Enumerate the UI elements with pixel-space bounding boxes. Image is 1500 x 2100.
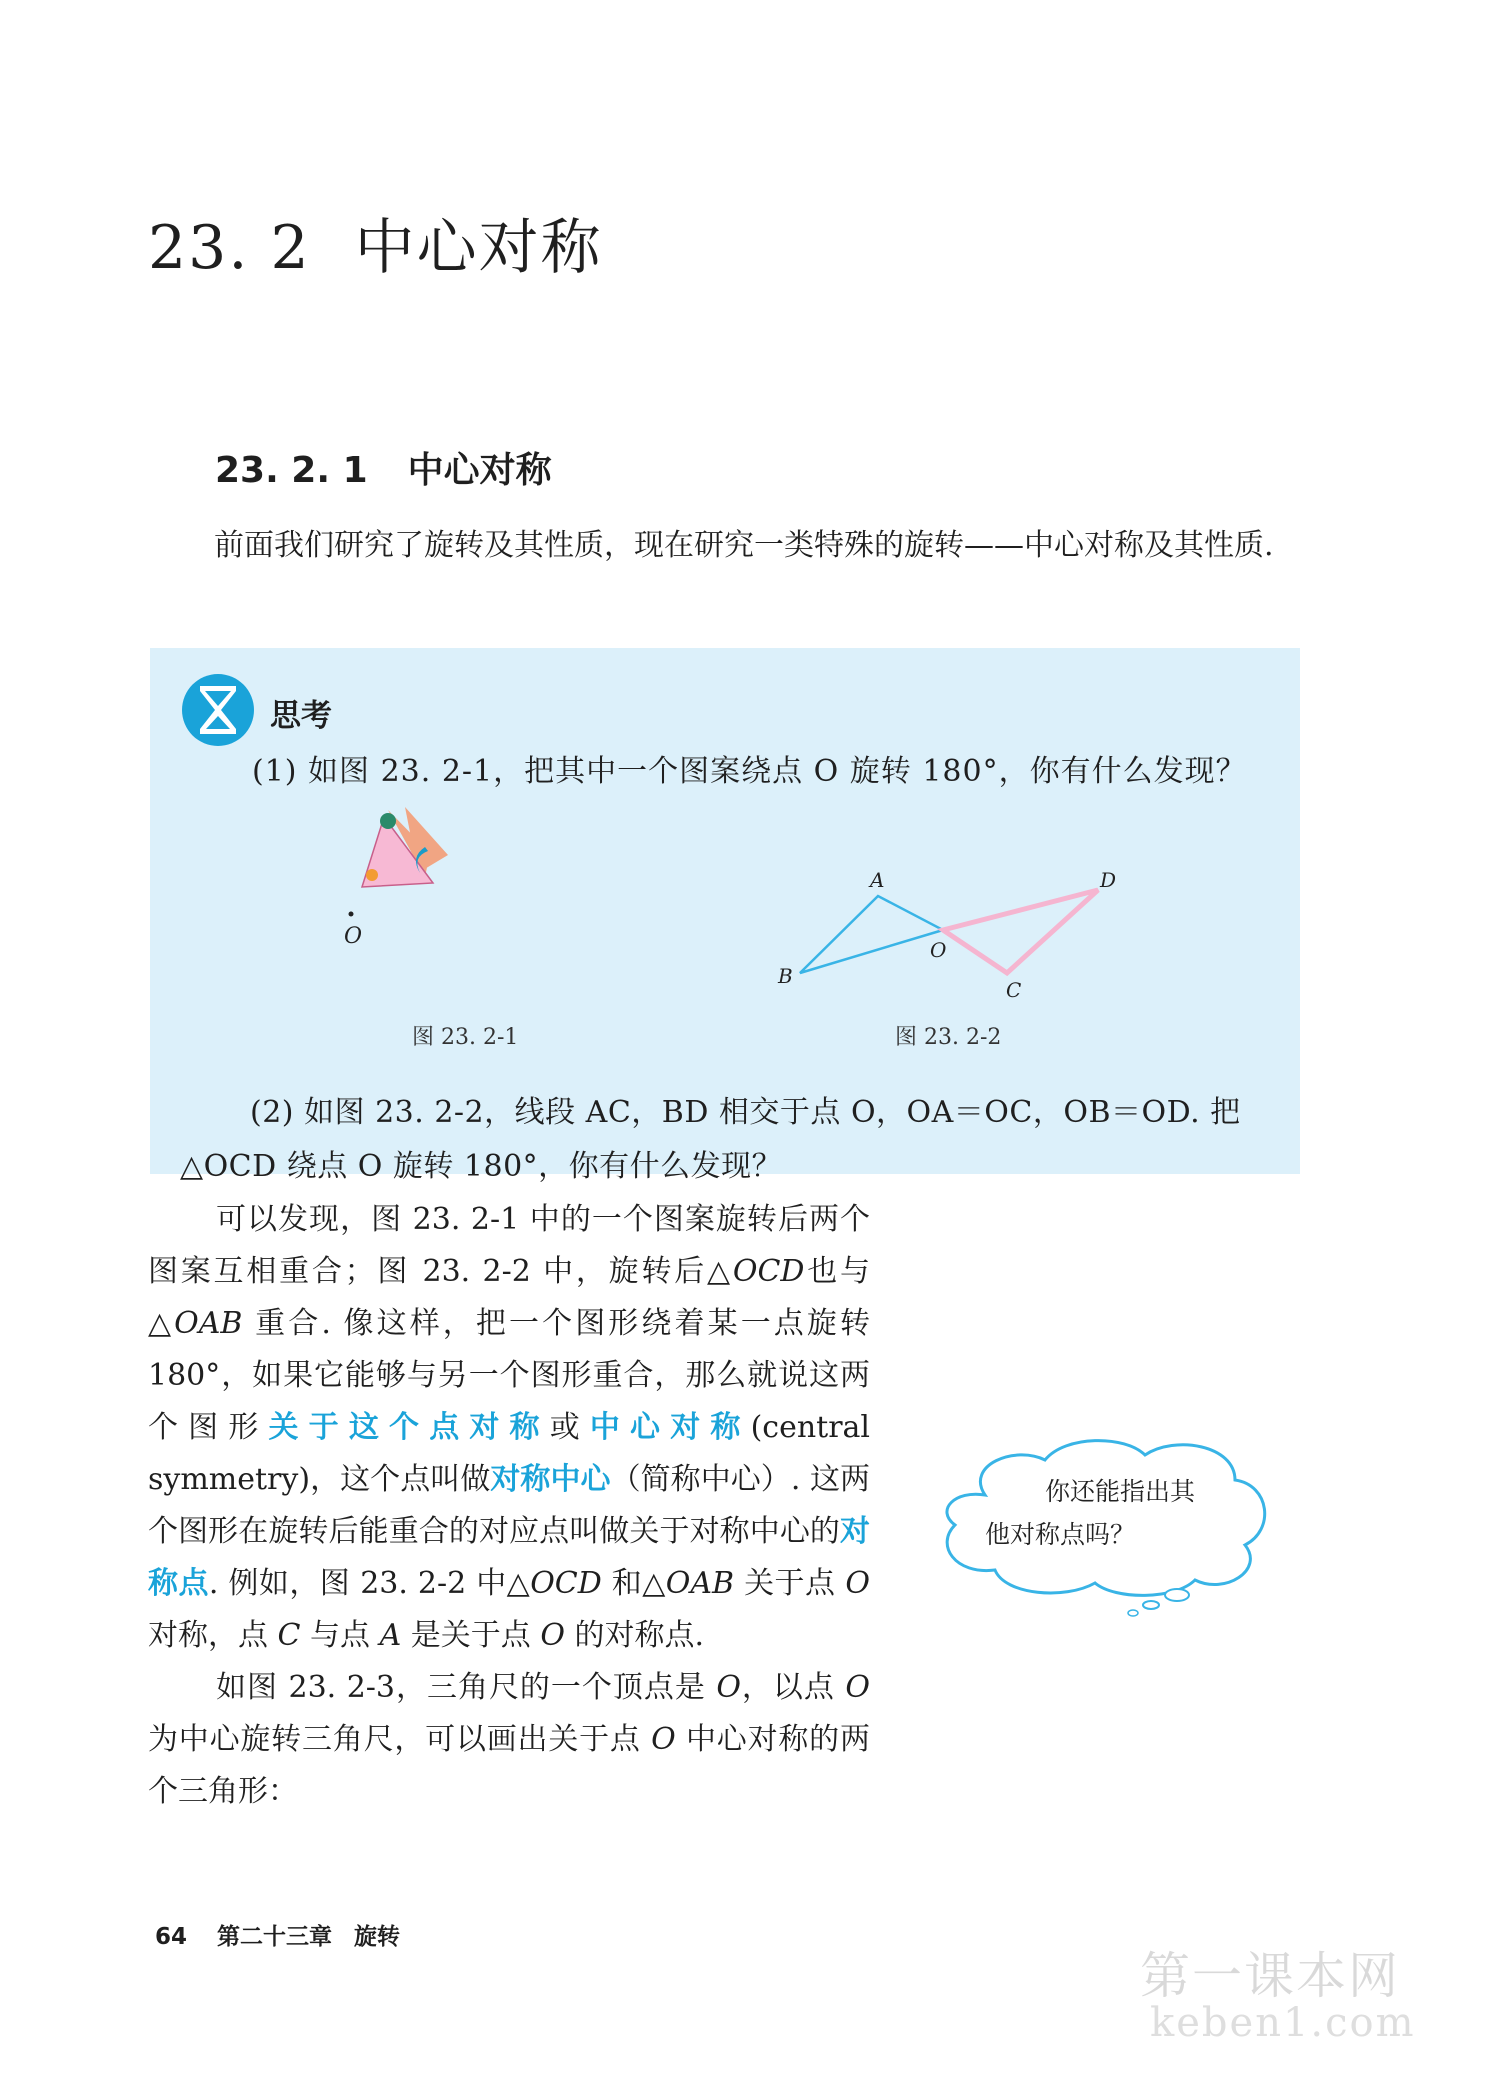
term-symmetric-points: 对称点: [148, 1514, 870, 1601]
page-footer: [155, 1918, 400, 1951]
section-title: [215, 442, 552, 493]
body-text: [148, 1194, 870, 1818]
math-o: O: [716, 1670, 741, 1705]
figure-23-2-2: [760, 865, 1140, 1005]
page-number: 64: [155, 1924, 188, 1950]
center-point-o: [344, 912, 362, 950]
text-span: 或: [549, 1410, 590, 1445]
term-central-symmetry: 中心对称: [589, 1410, 751, 1445]
hourglass-icon: [180, 672, 256, 748]
section-text: 中心对称: [407, 450, 552, 491]
question-2: (2) 如图 23. 2-2，线段 AC，BD 相交于点 O，OA＝OC，OB＝OD. 把△OCD 绕点 O 旋转 180°，你有什么发现？: [180, 1095, 1241, 1184]
text-span: 如图 23. 2-3，三角尺的一个顶点是: [216, 1670, 717, 1705]
cloud-text: [985, 1470, 1235, 1556]
think-label: 思考: [270, 698, 332, 734]
text-span: 重合. 像这样，把一个图形绕着某一点旋转 180°，如果它能够与另一个图形重合，那么就说这两个图形: [148, 1306, 870, 1445]
triangle-ocd: [943, 890, 1098, 973]
text-span: (central symmetry)，这个点叫做: [148, 1410, 871, 1497]
watermark-url: keben1.com: [1150, 2000, 1416, 2046]
text-span: ，以点: [740, 1670, 846, 1705]
chapter-title: 旋转: [354, 1924, 401, 1950]
cloud-line-1: 你还能指出其: [1045, 1477, 1196, 1506]
text-span: 中心对称的两个三角形：: [148, 1722, 870, 1809]
body-paragraph-2: [148, 1662, 870, 1818]
cloud-line-2: 他对称点吗？: [985, 1520, 1136, 1549]
watermark-text: 第一课本网: [1140, 1947, 1400, 2005]
term-symmetric-about-point: 关于这个点对称: [268, 1410, 550, 1445]
text-span: 对称，点: [148, 1618, 278, 1653]
text-span: 的对称点.: [564, 1618, 705, 1653]
term-center-of-symmetry: 对称中心: [490, 1462, 611, 1497]
math-o: O: [540, 1618, 565, 1653]
text-span: 与点: [300, 1618, 380, 1653]
math-a: A: [379, 1618, 402, 1653]
chapter-name: 第二十三章: [217, 1924, 333, 1950]
text-span: 可以发现，图 23. 2-1 中的一个图案旋转后两个图案互相重合；图 23. 2-2 中，旋转后△: [148, 1202, 870, 1289]
title-number: 23. 2: [148, 213, 311, 283]
text-span: 为中心旋转三角尺，可以画出关于点: [148, 1722, 652, 1757]
label-d: D: [1100, 868, 1117, 892]
text-span: 和△: [601, 1566, 666, 1601]
figure-2-caption: 图 23. 2-2: [895, 1025, 1002, 1050]
math-o: O: [845, 1670, 870, 1705]
upper-pattern: [362, 807, 448, 887]
section-number: 23. 2. 1: [215, 450, 368, 491]
title-text: 中心对称: [354, 213, 603, 283]
math-oab: OAB: [174, 1306, 243, 1341]
text-span: 也与△: [148, 1254, 870, 1341]
text-span: （简称中心）. 这两个图形在旋转后能重合的对应点叫做关于对称中心的: [148, 1462, 871, 1549]
math-ocd: OCD: [732, 1254, 805, 1289]
body-paragraph-1: [148, 1194, 870, 1662]
page-title: [148, 200, 603, 286]
label-c: C: [1006, 978, 1022, 1002]
math-oab: OAB: [665, 1566, 735, 1601]
label-o: O: [930, 938, 947, 962]
math-ocd: OCD: [530, 1566, 602, 1601]
figure-1-caption: 图 23. 2-1: [412, 1025, 519, 1050]
label-b: B: [778, 964, 793, 988]
text-span: . 例如，图 23. 2-2 中△: [208, 1566, 531, 1601]
triangle-oab: [800, 896, 943, 973]
math-o: O: [651, 1722, 676, 1757]
label-a: A: [870, 868, 885, 892]
text-span: 关于点: [734, 1566, 846, 1601]
point-o-label: O: [344, 924, 363, 949]
question-1: (1) 如图 23. 2-1，把其中一个图案绕点 O 旋转 180°，你有什么发现？: [252, 754, 1247, 789]
math-o: O: [845, 1566, 871, 1601]
text-span: 是关于点: [401, 1618, 541, 1653]
math-c: C: [277, 1618, 301, 1653]
intro-paragraph: 前面我们研究了旋转及其性质，现在研究一类特殊的旋转——中心对称及其性质.: [214, 528, 1274, 563]
figure-23-2-1: [330, 795, 630, 1020]
